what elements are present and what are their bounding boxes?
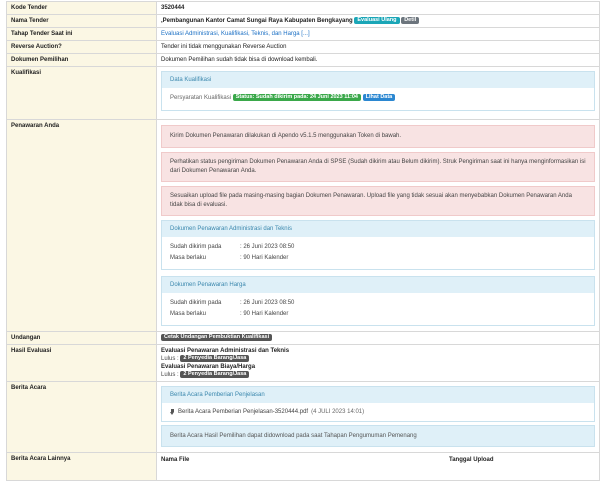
admin-sent-label: Sudah dikirim pada: [170, 244, 222, 251]
row-penawaran: [7, 120, 600, 332]
download-icon: [170, 409, 175, 415]
tender-info-table: [6, 1, 600, 481]
berita-acara-cell: [157, 382, 600, 453]
admin-masa-value: : 90 Hari Kalender: [240, 255, 289, 262]
eval-harga-lulus-badge[interactable]: 2 Penyedia Barang/Jasa: [180, 371, 249, 378]
kualifikasi-status-badge: Status: Sudah dikirim pada: 24 Juni 2023 11:04: [233, 94, 361, 101]
harga-masa-label: Masa berlaku: [170, 311, 207, 318]
alert-upload-file: Sesuaikan upload file pada masing-masing bagian Dokumen Penawaran. Upload file yang tidak sesuai akan menyebabkan Dokumen Penawaran Anda tidak bisa di evaluasi.: [161, 186, 595, 216]
row-dokumen-pemilihan: [7, 54, 600, 67]
harga-sent-label: Sudah dikirim pada: [170, 300, 222, 307]
eval-harga-lulus-label: Lulus :: [161, 372, 179, 379]
harga-masa-value: : 90 Hari Kalender: [240, 311, 289, 318]
row-undangan: [7, 332, 600, 345]
kualifikasi-cell: [157, 67, 600, 120]
admin-sent-value: : 26 Juni 2023 08:50: [240, 244, 295, 251]
dok-harga-title: Dokumen Penawaran Harga: [162, 277, 594, 293]
eval-admin-lulus-label: Lulus :: [161, 356, 179, 363]
row-kualifikasi: [7, 67, 600, 120]
berita-acara-label: Berita Acara: [7, 382, 157, 453]
berita-acara-lainnya-label: Berita Acara Lainnya: [7, 453, 157, 481]
berita-acara-penjelasan-title: Berita Acara Pemberian Penjelasan: [162, 387, 594, 403]
dok-admin-teknis-title: Dokumen Penawaran Administrasi dan Teknis: [162, 221, 594, 237]
berita-acara-file-link[interactable]: Berita Acara Pemberian Penjelasan-3520444.pdf: [178, 409, 309, 416]
eval-admin-teknis-title: Evaluasi Penawaran Administrasi dan Teknis: [161, 348, 290, 355]
row-hasil-evaluasi: [7, 345, 600, 382]
data-kualifikasi-title: Data Kualifikasi: [162, 72, 594, 88]
hasil-evaluasi-cell: [157, 345, 600, 382]
row-berita-acara-lainnya: [7, 453, 600, 481]
eval-harga-title: Evaluasi Penawaran Biaya/Harga: [161, 364, 256, 371]
hasil-evaluasi-label: Hasil Evaluasi: [7, 345, 157, 382]
admin-masa-row: [170, 253, 586, 264]
lihat-data-button[interactable]: Lihat Data: [363, 94, 396, 101]
penawaran-label: Penawaran Anda: [7, 120, 157, 332]
row-berita-acara: [7, 382, 600, 453]
nama-tender-label: Nama Tender: [7, 15, 157, 28]
dokumen-pemilihan-value: Dokumen Pemilihan sudah tidak bisa di download kembali.: [157, 54, 600, 67]
nama-file-header: Nama File: [161, 457, 190, 464]
detil-button[interactable]: Detil: [401, 17, 419, 24]
eval-admin-lulus-badge[interactable]: 2 Penyedia Barang/Jasa: [180, 355, 249, 362]
dok-harga-body: [162, 293, 594, 325]
berita-acara-penjelasan-body: [162, 403, 594, 421]
panel-dok-admin-teknis: [161, 220, 595, 270]
row-kode-tender: [7, 2, 600, 15]
alert-status-pengiriman: Perhatikan status pengiriman Dokumen Penawaran Anda di SPSE (Sudah dikirim atau Belum dikirim). Struk Pengiriman saat ini hanya menginformasikan isi dari Dokumen Penawaran Anda.: [161, 152, 595, 182]
admin-masa-label: Masa berlaku: [170, 255, 207, 262]
tahap-link[interactable]: Evaluasi Administrasi, Kualifikasi, Teknis, dan Harga [...]: [161, 31, 310, 38]
data-kualifikasi-body: [162, 88, 594, 110]
nama-tender-value: ,Pembangunan Kantor Camat Sungai Raya Kabupaten Bengkayang: [161, 18, 353, 25]
panel-berita-acara-penjelasan: [161, 386, 595, 422]
berita-acara-file-row[interactable]: [170, 408, 586, 416]
alert-apendo: Kirim Dokumen Penawaran dilakukan di Apendo v5.1.5 menggunakan Token di bawah.: [161, 125, 595, 148]
harga-sent-value: : 26 Juni 2023 08:50: [240, 300, 295, 307]
berita-lainnya-header: [161, 455, 595, 464]
undangan-cell: [157, 332, 600, 345]
evaluasi-ulang-badge[interactable]: Evaluasi Ulang: [354, 17, 399, 24]
reverse-value: Tender ini tidak menggunakan Reverse Auction: [157, 41, 600, 54]
undangan-label: Undangan: [7, 332, 157, 345]
dokumen-pemilihan-label: Dokumen Pemilihan: [7, 54, 157, 67]
berita-acara-file-date: (4 JULI 2023 14:01): [311, 409, 365, 416]
tanggal-upload-header: Tanggal Upload: [449, 457, 494, 464]
tahap-label: Tahap Tender Saat ini: [7, 28, 157, 41]
reverse-label: Reverse Auction?: [7, 41, 157, 54]
row-nama-tender: [7, 15, 600, 28]
kualifikasi-label: Kualifikasi: [7, 67, 157, 120]
harga-masa-row: [170, 309, 586, 320]
tahap-cell: [157, 28, 600, 41]
eval-admin-lulus-row: [161, 355, 595, 363]
panel-dok-harga: [161, 276, 595, 326]
eval-harga-lulus-row: [161, 371, 595, 379]
row-tahap: [7, 28, 600, 41]
kode-tender-value: 3520444: [157, 2, 600, 15]
berita-acara-lainnya-cell: [157, 453, 600, 481]
cetak-undangan-button[interactable]: Cetak Undangan Pembuktian Kualifikasi: [161, 334, 272, 341]
persyaratan-kualifikasi-label: Persyaratan Kualifikasi: [170, 95, 232, 102]
penawaran-cell: [157, 120, 600, 332]
nama-tender-cell: [157, 15, 600, 28]
harga-sent-row: [170, 298, 586, 309]
admin-sent-row: [170, 242, 586, 253]
dok-admin-teknis-body: [162, 237, 594, 269]
data-kualifikasi-panel: [161, 71, 595, 111]
kode-tender-label: Kode Tender: [7, 2, 157, 15]
berita-acara-hasil-info: Berita Acara Hasil Pemilihan dapat didownload pada saat Tahapan Pengumuman Pemenang: [161, 425, 595, 447]
row-reverse: [7, 41, 600, 54]
